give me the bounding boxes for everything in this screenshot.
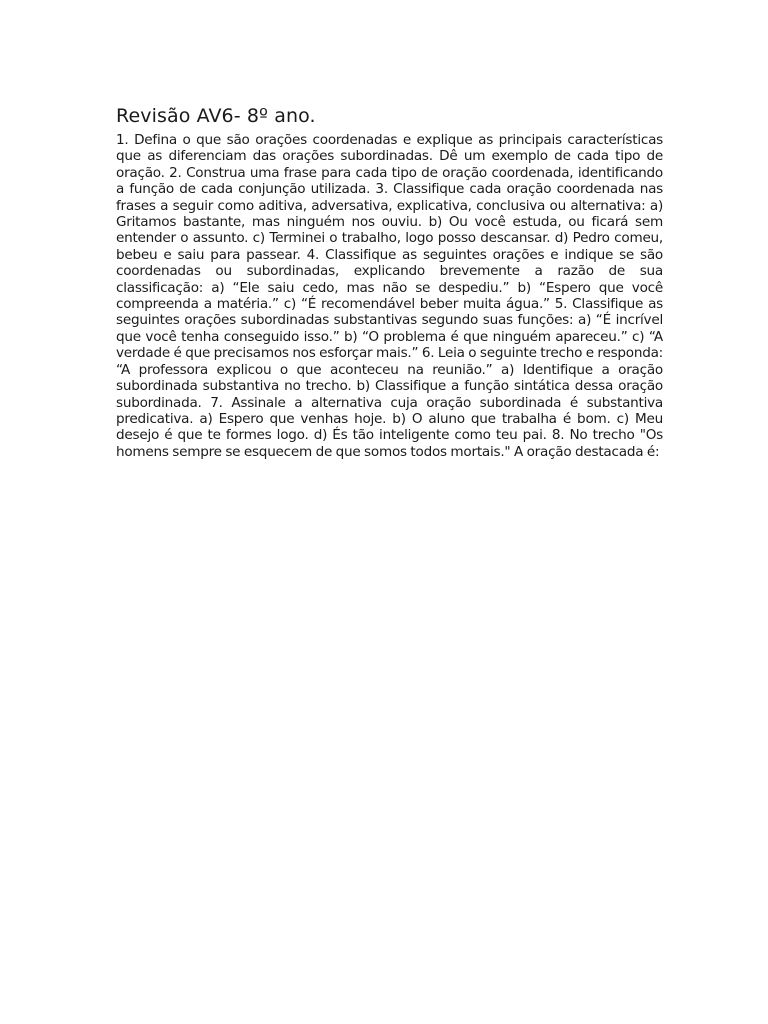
document-body: 1. Defina o que são orações coordenadas e explique as principais características que as diferenciam das orações subordinadas. Dê um exemplo de cada tipo de oração. 2. Construa uma frase para cada tipo de oração coordenada, identificando a função de cada conjunção utilizada. 3. Classifique cada oração coordenada nas frases a seguir como aditiva, adversativa, explicativa, conclusiva ou alternativa: a) Gritamos bastante, mas ninguém nos ouviu. b) Ou você estuda, ou ficará sem entender o assunto. c) Terminei o trabalho, logo posso descansar. d) Pedro comeu, bebeu e saiu para passear. 4. Classifique as seguintes orações e indique se são coordenadas ou subordinadas, explicando brevemente a razão de sua classificação: a) “Ele saiu cedo, mas não se despediu.” b) “Espero que você compreenda a matéria.” c) “É recomendável beber muita água.” 5. Classifique as seguintes orações subordinadas substantivas segundo suas funções: a) “É incrível que você tenha conseguido isso.” b) “O problema é que ninguém apareceu.” c) “A verdade é que precisamos nos esforçar mais.” 6. Leia o seguinte trecho e responda: “A professora explicou o que aconteceu na reunião.” a) Identifique a oração subordinada substantiva no trecho. b) Classifique a função sintática dessa oração subordinada. 7. Assinale a alternativa cuja oração subordinada é substantiva predicativa. a) Espero que venhas hoje. b) O aluno que trabalha é bom. c) Meu desejo é que te formes logo. d) És tão inteligente como teu pai. 8. No trecho "Os homens sempre se esquecem de que somos todos mortais." A oração destacada é: [116,132,663,460]
document-title: Revisão AV6- 8º ano. [116,105,316,127]
document-page [116,104,663,460]
